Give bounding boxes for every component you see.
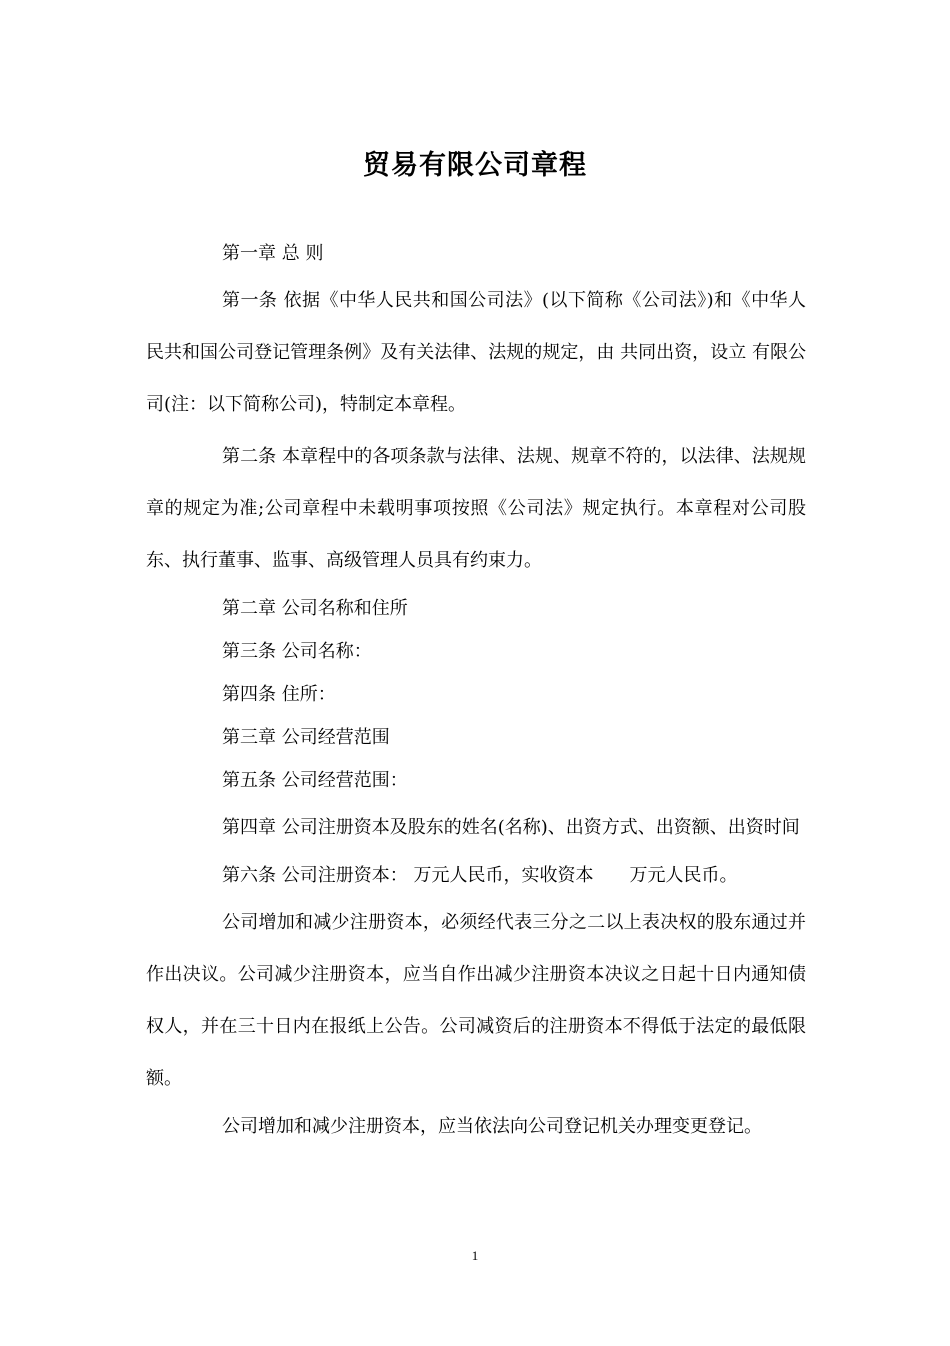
page-number: 1 (471, 1248, 479, 1263)
article-2: 第二条 本章程中的各项条款与法律、法规、规章不符的，以法律、法规规章的规定为准;公司章程中未载明事项按照《公司法》规定执行。本章程对公司股东、执行董事、监事、高级管理人员具有约束力。 (146, 446, 806, 571)
article-4: 第四条 住所： (222, 684, 336, 705)
document-body (146, 232, 806, 1148)
capital-change-paragraph: 公司增加和减少注册资本，必须经代表三分之二以上表决权的股东通过并作出决议。公司减少注册资本，应当自作出减少注册资本决议之日起十日内通知债权人，并在三十日内在报纸上公告。公司减资后的注册资本不得低于法定的最低限额。 (146, 912, 806, 1089)
chapter-4-heading: 第四章 公司注册资本及股东的姓名(名称)、出资方式、出资额、出资时间 (222, 817, 800, 838)
article-3: 第三条 公司名称： (222, 641, 372, 662)
chapter-1-heading: 第一章 总 则 (222, 243, 324, 264)
document-title: 贸易有限公司章程 (363, 150, 587, 181)
article-5: 第五条 公司经营范围： (222, 770, 408, 791)
capital-registration-paragraph: 公司增加和减少注册资本，应当依法向公司登记机关办理变更登记。 (222, 1116, 762, 1137)
article-1: 第一条 依据《中华人民共和国公司法》(以下简称《公司法》)和《中华人民共和国公司登记管理条例》及有关法律、法规的规定，由 共同出资，设立 有限公司(注：以下简称公司)，特制定本章程。 (146, 290, 806, 415)
chapter-3-heading: 第三章 公司经营范围 (222, 727, 390, 748)
chapter-2-heading: 第二章 公司名称和住所 (222, 598, 408, 619)
article-6: 第六条 公司注册资本： 万元人民币，实收资本 万元人民币。 (222, 865, 738, 886)
